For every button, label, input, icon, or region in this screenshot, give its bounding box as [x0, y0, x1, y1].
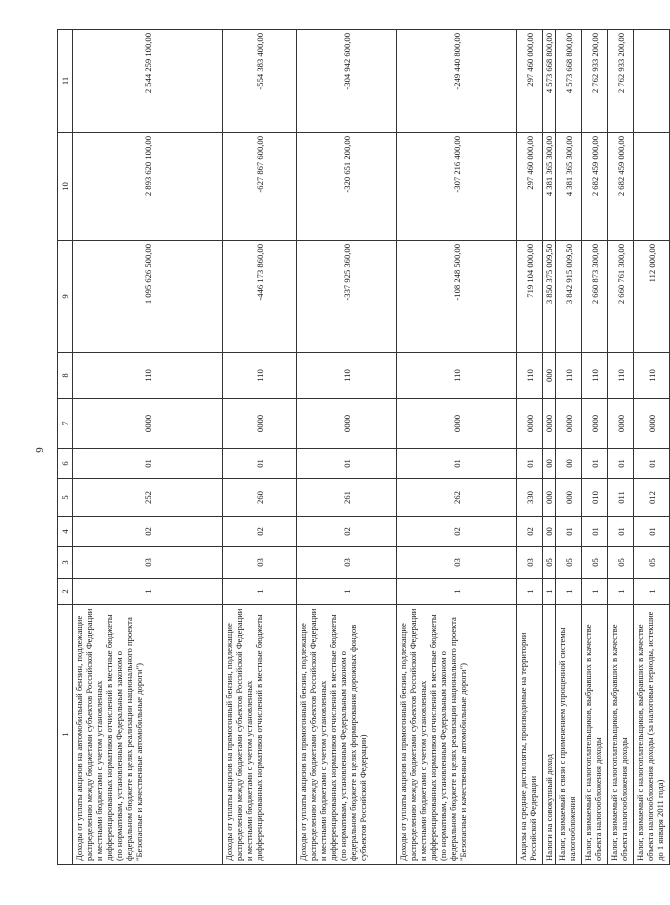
code-cell: 0000: [634, 399, 670, 449]
code-cell: 1: [634, 579, 670, 605]
code-cell: 1: [73, 579, 223, 605]
column-header: 7: [58, 399, 73, 449]
code-cell: 01: [517, 449, 543, 479]
amount-cell: -320 651 200,00: [297, 133, 397, 241]
table-row: [397, 30, 517, 865]
code-cell: 01: [634, 449, 670, 479]
amount-cell: 2 682 459 000,00: [582, 133, 608, 241]
code-cell: 110: [556, 353, 582, 399]
code-cell: 01: [297, 449, 397, 479]
amount-cell: 4 573 668 800,00: [543, 30, 556, 133]
amount-cell: -307 216 400,00: [397, 133, 517, 241]
row-description: Доходы от уплаты акцизов на автомобильный бензин, подлежащие распределению между бюджетами субъектов Российской Федерации и местными бюджетами с учетом установленных дифференцированных нормативов отчислений в местные бюджеты (по нормативам, установленным Федеральным законом о федеральном бюджете в целях реализации национального проекта "Безопасные и качественные автомобильные дороги"): [73, 605, 223, 865]
row-description: Доходы от уплаты акцизов на прямогонный бензин, подлежащие распределению между бюджетами субъектов Российской Федерации и местными бюджетами с учетом установленных дифференцированных нормативов отчислений в местные бюджеты: [223, 605, 297, 865]
amount-cell: 4 573 668 800,00: [556, 30, 582, 133]
code-cell: 1: [543, 579, 556, 605]
code-cell: 01: [582, 517, 608, 547]
row-description: Акцизы на средние дистилляты, производимые на территории Российской Федерации: [517, 605, 543, 865]
amount-cell: [634, 133, 670, 241]
table-row: [556, 30, 582, 865]
amount-cell: 2 762 933 200,00: [582, 30, 608, 133]
amount-cell: -554 383 400,00: [223, 30, 297, 133]
code-cell: 110: [297, 353, 397, 399]
table-row: [223, 30, 297, 865]
code-cell: 01: [634, 517, 670, 547]
column-header: 4: [58, 517, 73, 547]
column-header: 9: [58, 241, 73, 353]
column-header: 6: [58, 449, 73, 479]
code-cell: 01: [608, 449, 634, 479]
table-row: [517, 30, 543, 865]
code-cell: 0000: [223, 399, 297, 449]
code-cell: 0000: [556, 399, 582, 449]
code-cell: 1: [397, 579, 517, 605]
amount-cell: -337 925 360,00: [297, 241, 397, 353]
amount-cell: -304 942 600,00: [297, 30, 397, 133]
code-cell: 010: [582, 479, 608, 517]
code-cell: 0000: [297, 399, 397, 449]
code-cell: 1: [517, 579, 543, 605]
table-row: [543, 30, 556, 865]
code-cell: 00: [556, 449, 582, 479]
amount-cell: 1 095 626 500,00: [73, 241, 223, 353]
code-cell: 00: [543, 517, 556, 547]
code-cell: 05: [543, 547, 556, 579]
code-cell: 110: [608, 353, 634, 399]
table-row: [582, 30, 608, 865]
row-description: Доходы от уплаты акцизов на прямогонный бензин, подлежащие распределению между бюджетами субъектов Российской Федерации и местными бюджетами с учетом установленных дифференцированных нормативов отчислений в местные бюджеты (по нормативам, установленным Федеральным законом о федеральном бюджете в целях реализации национального проекта "Безопасные и качественные автомобильные дороги"): [397, 605, 517, 865]
row-description: Доходы от уплаты акцизов на прямогонный бензин, подлежащие распределению между бюджетами субъектов Российской Федерации и местными бюджетами с учетом установленных дифференцированных нормативов отчислений в местные бюджеты (по нормативам, установленным Федеральным законом о федеральном бюджете в целях формирования дорожных фондов субъектов Российской Федерации): [297, 605, 397, 865]
column-header: 1: [58, 605, 73, 865]
code-cell: 05: [634, 547, 670, 579]
row-description: Налог, взимаемый с налогоплательщиков, выбравших в качестве объекта налогообложения доходы (за налоговые периоды, истекшие до 1 января 2011 года): [634, 605, 670, 865]
code-cell: 02: [517, 517, 543, 547]
code-cell: 03: [517, 547, 543, 579]
code-cell: 01: [73, 449, 223, 479]
code-cell: 0000: [582, 399, 608, 449]
amount-cell: 4 381 365 300,00: [556, 133, 582, 241]
code-cell: 02: [397, 517, 517, 547]
code-cell: 01: [556, 517, 582, 547]
column-header: 11: [58, 30, 73, 133]
code-cell: 03: [397, 547, 517, 579]
amount-cell: 112 000,00: [634, 241, 670, 353]
code-cell: 000: [543, 353, 556, 399]
code-cell: 110: [73, 353, 223, 399]
code-cell: 1: [223, 579, 297, 605]
code-cell: 03: [297, 547, 397, 579]
amount-cell: -249 440 800,00: [397, 30, 517, 133]
amount-cell: 2 660 873 300,00: [582, 241, 608, 353]
code-cell: 330: [517, 479, 543, 517]
code-cell: 0000: [608, 399, 634, 449]
code-cell: 0000: [517, 399, 543, 449]
amount-cell: 2 682 459 000,00: [608, 133, 634, 241]
page-number: 6: [33, 447, 45, 453]
code-cell: 110: [582, 353, 608, 399]
code-cell: 00: [543, 449, 556, 479]
amount-cell: 3 842 915 009,50: [556, 241, 582, 353]
code-cell: 1: [608, 579, 634, 605]
code-cell: 260: [223, 479, 297, 517]
code-cell: 1: [556, 579, 582, 605]
amount-cell: -446 173 860,00: [223, 241, 297, 353]
column-header: 8: [58, 353, 73, 399]
row-description: Налог, взимаемый с налогоплательщиков, выбравших в качестве объекта налогообложения доходы: [582, 605, 608, 865]
code-cell: 05: [556, 547, 582, 579]
code-cell: 110: [223, 353, 297, 399]
code-cell: 03: [223, 547, 297, 579]
code-cell: 0000: [397, 399, 517, 449]
code-cell: 01: [582, 449, 608, 479]
rotated-budget-table: [57, 30, 665, 865]
column-header: 2: [58, 579, 73, 605]
code-cell: 0000: [543, 399, 556, 449]
code-cell: 011: [608, 479, 634, 517]
code-cell: 02: [297, 517, 397, 547]
column-header: 10: [58, 133, 73, 241]
column-header: 5: [58, 479, 73, 517]
code-cell: 0000: [73, 399, 223, 449]
code-cell: 02: [223, 517, 297, 547]
amount-cell: 2 762 933 200,00: [608, 30, 634, 133]
code-cell: 1: [297, 579, 397, 605]
code-cell: 000: [556, 479, 582, 517]
code-cell: 01: [223, 449, 297, 479]
code-cell: 261: [297, 479, 397, 517]
amount-cell: -108 248 500,00: [397, 241, 517, 353]
amount-cell: -627 867 600,00: [223, 133, 297, 241]
amount-cell: 3 850 375 009,50: [543, 241, 556, 353]
table-row: [73, 30, 223, 865]
code-cell: 01: [608, 517, 634, 547]
row-description: Налог, взимаемый с налогоплательщиков, выбравших в качестве объекта налогообложения доходы: [608, 605, 634, 865]
budget-table: [57, 29, 670, 865]
code-cell: 02: [73, 517, 223, 547]
table-row: [634, 30, 670, 865]
code-cell: 05: [608, 547, 634, 579]
code-cell: 1: [582, 579, 608, 605]
amount-cell: 2 544 259 100,00: [73, 30, 223, 133]
amount-cell: 719 104 000,00: [517, 241, 543, 353]
code-cell: 110: [517, 353, 543, 399]
amount-cell: 297 460 000,00: [517, 133, 543, 241]
amount-cell: 4 381 365 300,00: [543, 133, 556, 241]
code-cell: 110: [634, 353, 670, 399]
amount-cell: 2 893 620 100,00: [73, 133, 223, 241]
column-header: 3: [58, 547, 73, 579]
amount-cell: 2 660 761 300,00: [608, 241, 634, 353]
amount-cell: [634, 30, 670, 133]
code-cell: 05: [582, 547, 608, 579]
code-cell: 252: [73, 479, 223, 517]
row-description: Налоги на совокупный доход: [543, 605, 556, 865]
code-cell: 262: [397, 479, 517, 517]
code-cell: 03: [73, 547, 223, 579]
code-cell: 110: [397, 353, 517, 399]
amount-cell: 297 460 000,00: [517, 30, 543, 133]
code-cell: 000: [543, 479, 556, 517]
table-row: [297, 30, 397, 865]
code-cell: 01: [397, 449, 517, 479]
header-row: [58, 30, 73, 865]
code-cell: 012: [634, 479, 670, 517]
row-description: Налог, взимаемый в связи с применением упрощенной системы налогообложения: [556, 605, 582, 865]
table-row: [608, 30, 634, 865]
